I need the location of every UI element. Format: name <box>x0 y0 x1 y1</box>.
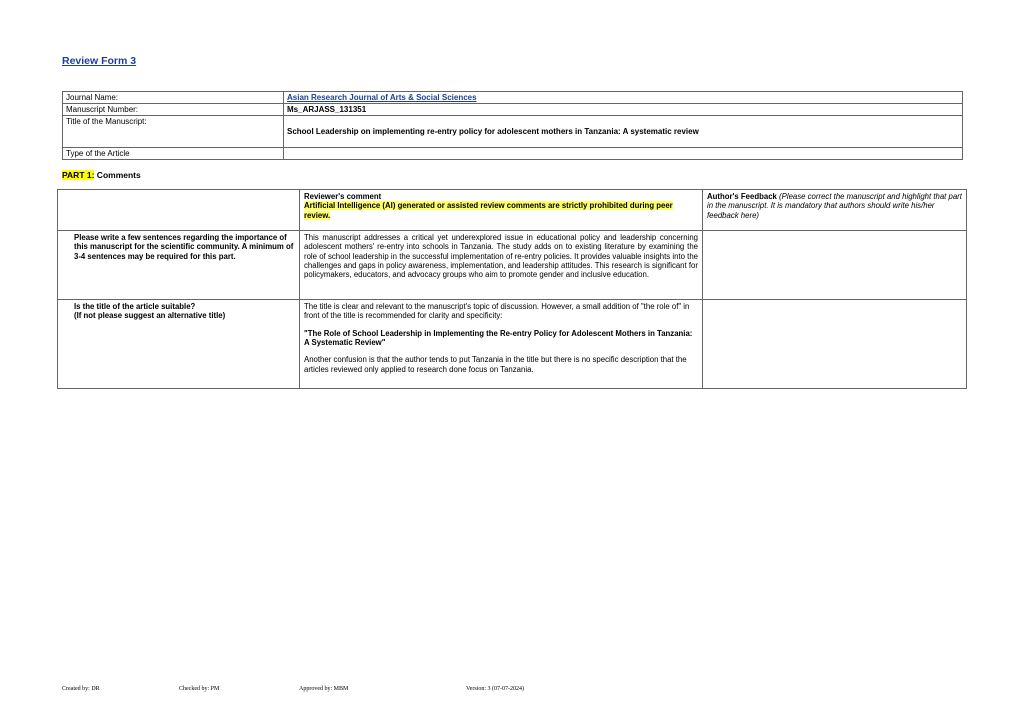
part-label: PART 1: <box>62 170 95 180</box>
form-title: Review Form 3 <box>62 55 137 67</box>
importance-row <box>58 231 967 300</box>
journal-label: Journal Name: <box>63 92 284 104</box>
title-question-cell <box>58 300 300 389</box>
manuscript-info-table <box>62 91 963 160</box>
title-comment-cell <box>300 300 703 389</box>
importance-question: Please write a few sentences regarding the importance of this manuscript for the scientific community. A minimum of 3-4 sentences may be required for this part. <box>58 231 300 300</box>
reviewer-comment-heading: Reviewer's comment <box>304 192 382 201</box>
title-question-hint: (If not please suggest an alternative title) <box>74 311 226 321</box>
part-suffix: Comments <box>94 170 141 180</box>
manuscript-title-row <box>63 116 963 148</box>
header-empty-cell <box>58 190 300 231</box>
title-comment-p3: Another confusion is that the author tends to put Tanzania in the title but there is no specific description that the articles reviewed only applied to research done focus on Tanzania. <box>304 355 687 374</box>
manuscript-number-value: Ms_ARJASS_131351 <box>284 104 963 116</box>
footer-checked: Checked by: PM <box>179 686 220 692</box>
suggested-title: "The Role of School Leadership in Implementing the Re-entry Policy for Adolescent Mothers in Tanzania: A Systematic Review" <box>304 328 693 348</box>
author-feedback-header-cell <box>703 190 967 231</box>
importance-comment: This manuscript addresses a critical yet underexplored issue in educational policy and leadership concerning adolescent mothers' re-entry into schools in Tanzania. The study adds on to existing literature by examining the role of school leadership in the successful implementation of re-entry policies. It provides valuable insights into the challenges and gaps in policy awareness, implementation, and leadership attitudes. This research is significant for policymakers, educators, and advocacy groups who aim to promote gender and inclusive education. <box>300 231 703 300</box>
importance-feedback[interactable] <box>703 231 967 300</box>
footer-version: Version: 3 (07-07-2024) <box>466 686 524 692</box>
manuscript-title-value: School Leadership on implementing re-entry policy for adolescent mothers in Tanzania: A systematic review <box>284 116 963 148</box>
footer-created: Created by: DR <box>62 686 100 692</box>
comments-table <box>57 189 967 389</box>
author-feedback-heading: Author's Feedback <box>707 192 777 201</box>
article-type-value <box>284 148 963 160</box>
manuscript-number-label: Manuscript Number: <box>63 104 284 116</box>
title-question: Is the title of the article suitable? <box>74 302 196 311</box>
footer-approved: Approved by: MBM <box>299 686 349 692</box>
header-row <box>58 190 967 231</box>
journal-value-cell <box>284 92 963 104</box>
ai-note-wrap <box>304 201 698 220</box>
ai-prohibition-note: Artificial Intelligence (AI) generated or assisted review comments are strictly prohibited during peer review. <box>304 201 673 220</box>
journal-link[interactable]: Asian Research Journal of Arts & Social Sciences <box>287 93 477 102</box>
article-type-label: Type of the Article <box>63 148 284 160</box>
part-heading <box>62 170 141 180</box>
article-type-row <box>63 148 963 160</box>
manuscript-title-label: Title of the Manuscript: <box>63 116 284 148</box>
author-feedback-note: (Please correct the manuscript and highlight that part in the manuscript. It is mandatory that authors should write his/her feedback here) <box>707 192 962 220</box>
manuscript-number-row <box>63 104 963 116</box>
title-feedback[interactable] <box>703 300 967 389</box>
title-comment-p1: The title is clear and relevant to the manuscript's topic of discussion. However, a small addition of "the role of" in front of the title is recommended for clarity and specificity: <box>304 302 690 321</box>
journal-row <box>63 92 963 104</box>
reviewer-header-cell <box>300 190 703 231</box>
title-suitability-row <box>58 300 967 389</box>
